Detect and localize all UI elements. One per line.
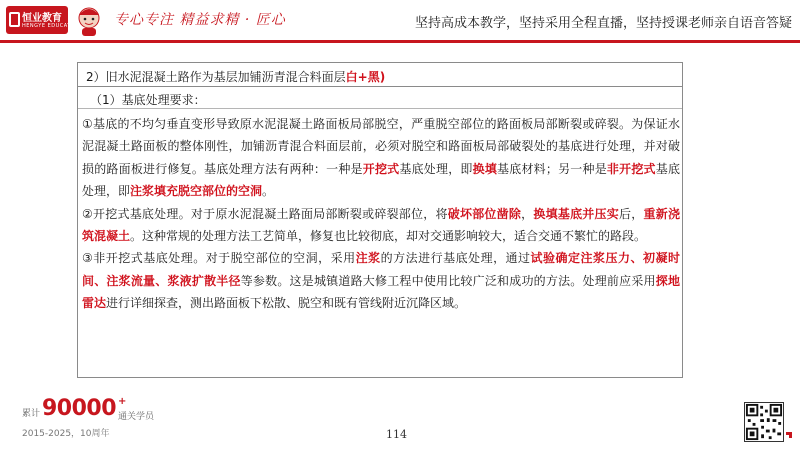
- p2-highlight-3: 重新浇筑混凝土: [82, 206, 680, 244]
- p3-text-1: ③非开挖式基底处理。对于脱空部位的空洞，采用: [82, 251, 356, 266]
- p2-text-1: ②开挖式基底处理。对于原水泥混凝土路面局部断裂或碎裂部位，将: [82, 206, 448, 221]
- p1-text-2: 基底处理，即: [399, 161, 473, 176]
- header-divider: [0, 40, 800, 43]
- page-number: 114: [386, 428, 407, 441]
- student-count: 90000: [42, 396, 117, 421]
- p2-highlight-1: 破坏部位凿除: [447, 206, 522, 221]
- p1-highlight-4: 注浆填充脱空部位的空洞: [130, 184, 263, 199]
- footer-years: 2015-2025，10周年: [22, 429, 110, 439]
- p2-text-3: 后，: [619, 206, 644, 221]
- p2-text-4: 。这种常规的处理方法工艺简单，修复也比较彻底，却对交通影响较大，适合交通不繁忙的路段。: [130, 229, 647, 244]
- corner-mark: [786, 432, 792, 438]
- p1-text-1: ①基底的不均匀垂直变形导致原水泥混凝土路面板局部脱空，严重脱空部位的路面板局部断裂或碎裂。为保证水泥混凝土路面板的整体刚性，加铺沥青混合料面层前，必须对脱空和路面板局部破裂处的基底进行处理，并对破损的路面板进行修复。基底处理方法有两种：一种是: [82, 117, 680, 176]
- p1-highlight-1: 开挖式: [362, 161, 400, 176]
- section-title: [86, 68, 385, 85]
- p1-highlight-3: 非开挖式: [606, 161, 656, 176]
- p3-highlight-2: 试验确定注浆压力、初凝时间、注浆流量、浆液扩散半径: [82, 251, 680, 288]
- paragraph-2: [82, 203, 680, 248]
- p1-text-4: 基底处理，即: [82, 161, 680, 199]
- section-title-text: 2）旧水泥混凝土路作为基层加铺沥青混合料面层: [86, 70, 346, 84]
- section-title-highlight: 白+黑): [345, 70, 386, 84]
- p3-text-2: 的方法进行基底处理，通过: [380, 251, 531, 266]
- header-tagline: 坚持高成本教学，坚持采用全程直播，坚持授课老师亲自语音答疑: [414, 16, 792, 31]
- body-text: [82, 113, 680, 315]
- student-count-plus: +: [118, 396, 127, 407]
- page-header: [0, 0, 800, 40]
- brand-logo: [6, 6, 82, 34]
- paragraph-1: [82, 113, 680, 203]
- qr-code-icon: [744, 402, 784, 442]
- p1-text-3: 基底材料；另一种是: [497, 161, 607, 176]
- p3-text-3: 等参数。这是城镇道路大修工程中使用比较广泛和成功的方法。处理前应采用: [240, 273, 656, 288]
- header-slogan: 专心专注 精益求精 · 匠心: [114, 12, 286, 28]
- p1-highlight-2: 换填: [472, 161, 498, 176]
- p2-text-2: ，: [521, 206, 534, 221]
- p3-highlight-3: 探地雷达: [82, 273, 680, 311]
- paragraph-3: [82, 247, 680, 314]
- subsection-row: [78, 87, 682, 109]
- footer-label: 累计: [22, 409, 41, 419]
- content-box: [77, 62, 683, 378]
- footer-suffix: 通关学员: [118, 412, 155, 422]
- logo-subtext: HENGYE EDUCATION: [22, 23, 82, 29]
- p2-highlight-2: 换填基底并压实: [533, 206, 620, 221]
- subsection-title: （1）基底处理要求：: [90, 93, 206, 107]
- p3-highlight-1: 注浆: [355, 251, 381, 266]
- p1-text-5: 。: [262, 184, 275, 199]
- logo-text: 恒业教育: [22, 13, 62, 24]
- mascot-icon: [72, 3, 106, 37]
- logo-mark-icon: [9, 12, 20, 27]
- section-title-row: [78, 63, 682, 87]
- p3-text-4: 进行详细探查，测出路面板下松散、脱空和既有管线附近沉降区域。: [106, 296, 467, 311]
